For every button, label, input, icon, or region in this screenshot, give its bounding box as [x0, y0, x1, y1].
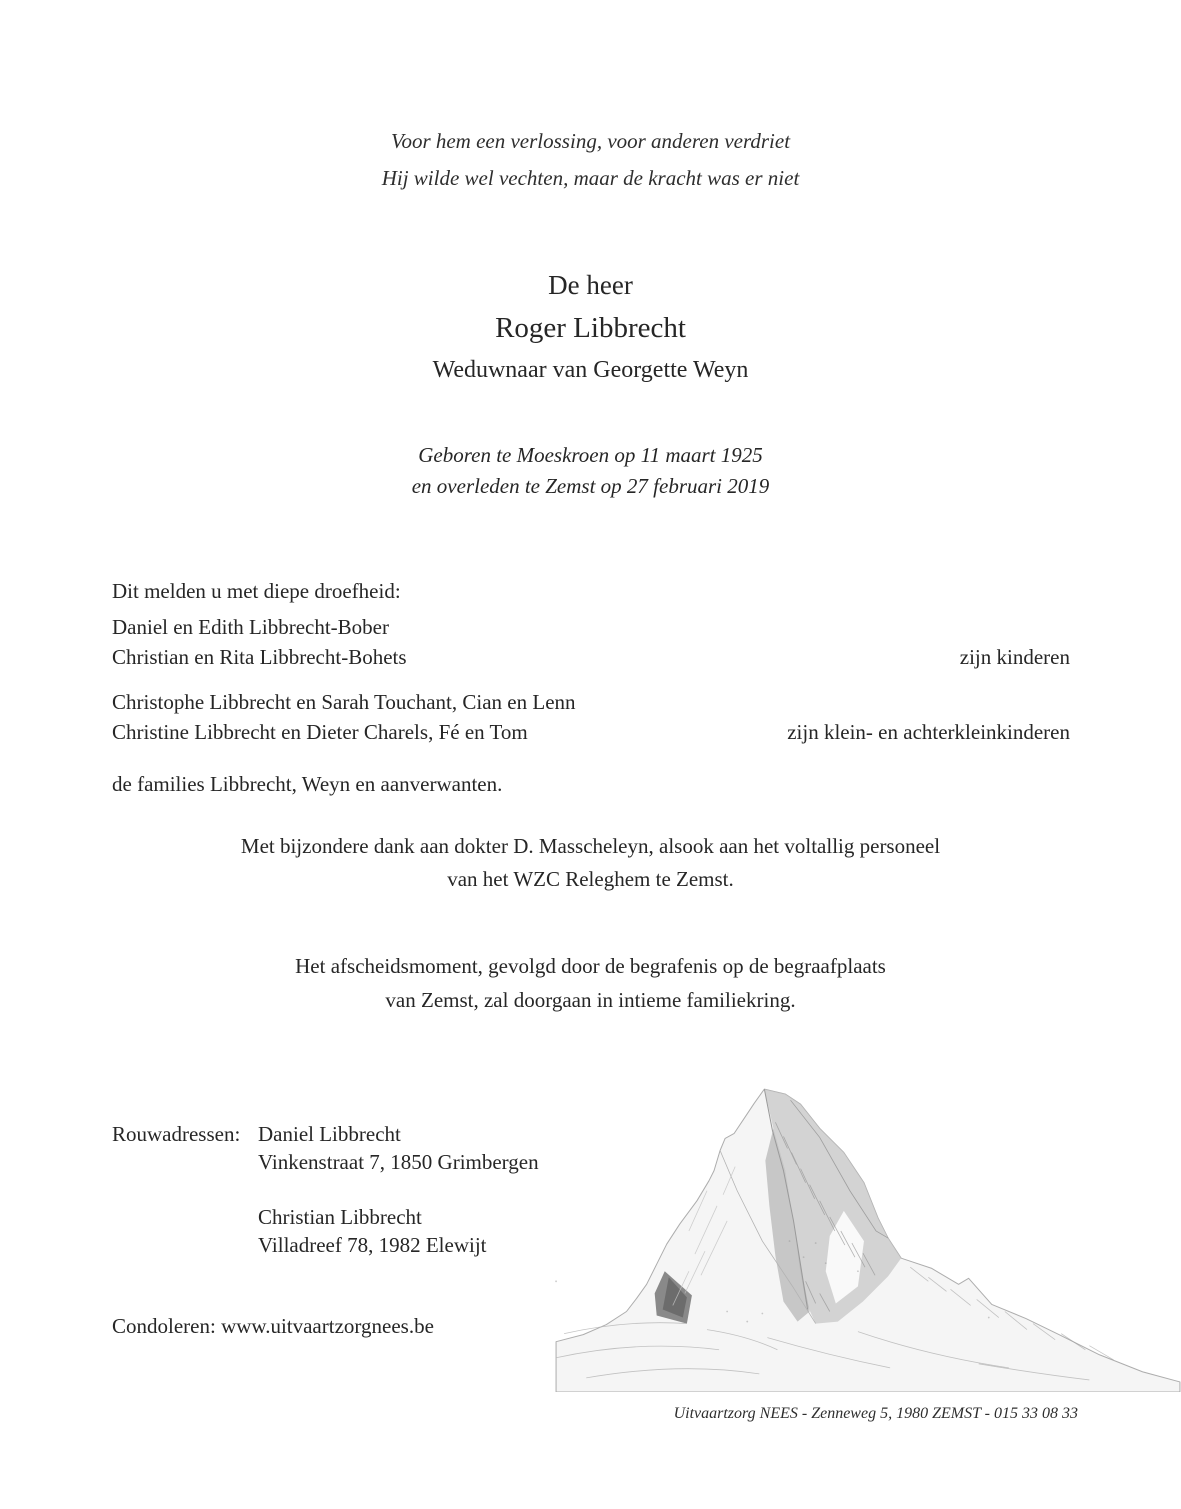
announcement-intro: Dit melden u met diepe droefheid:	[112, 579, 401, 603]
matterhorn-sketch-svg	[555, 1070, 1181, 1392]
death-line: en overleden te Zemst op 27 februari 2019	[411, 474, 770, 498]
family-line: Daniel en Edith Libbrecht-Bober	[112, 615, 389, 639]
thanks-line-1: Met bijzondere dank aan dokter D. Masscheleyn, alsook aan het voltallig personeel	[240, 834, 941, 858]
deceased-salutation: De heer	[548, 270, 633, 300]
ceremony-line-2: van Zemst, zal doorgaan in intieme familiekring.	[385, 988, 796, 1012]
children-group	[112, 612, 1070, 672]
mourning-addresses	[258, 1120, 539, 1259]
epigraph-line-1: Voor hem een verlossing, voor anderen verdriet	[390, 129, 791, 153]
life-dates	[0, 440, 1181, 502]
footer-funeral-home: Uitvaartzorg NEES - Zenneweg 5, 1980 ZEMST - 015 33 08 33	[673, 1405, 1078, 1422]
family-line: Christine Libbrecht en Dieter Charels, Fé en Tom	[112, 720, 528, 744]
deceased-relation: Weduwnaar van Georgette Weyn	[432, 357, 749, 383]
condolences-url: www.uitvaartzorgnees.be	[221, 1314, 434, 1338]
birth-line: Geboren te Moeskroen op 11 maart 1925	[418, 443, 763, 467]
address-name: Daniel Libbrecht	[258, 1122, 401, 1146]
ceremony-line-1: Het afscheidsmoment, gevolgd door de begrafenis op de begraafplaats	[295, 954, 886, 978]
condolences-line	[112, 1312, 434, 1340]
address-name: Christian Libbrecht	[258, 1205, 422, 1229]
thanks-paragraph	[0, 830, 1181, 896]
ceremony-paragraph	[0, 949, 1181, 1017]
address-street: Vinkenstraat 7, 1850 Grimbergen	[258, 1150, 539, 1174]
mourning-addresses-label: Rouwadressen:	[112, 1122, 241, 1146]
condolences-label: Condoleren:	[112, 1314, 216, 1338]
address-street: Villadreef 78, 1982 Elewijt	[258, 1233, 487, 1257]
thanks-line-2: van het WZC Releghem te Zemst.	[447, 867, 734, 891]
family-line: Christophe Libbrecht en Sarah Touchant, Cian en Lenn	[112, 690, 576, 714]
grandchildren-group	[112, 687, 1070, 747]
families-line: de families Libbrecht, Weyn en aanverwanten.	[112, 772, 503, 796]
relation-label-children: zijn kinderen	[959, 645, 1070, 669]
relation-label-grandchildren: zijn klein- en achterkleinkinderen	[787, 720, 1070, 744]
epigraph	[0, 123, 1181, 197]
family-line: Christian en Rita Libbrecht-Bohets	[112, 645, 407, 669]
matterhorn-sketch	[555, 1070, 1181, 1392]
epigraph-line-2: Hij wilde wel vechten, maar de kracht was er niet	[381, 166, 800, 190]
deceased-name: Roger Libbrecht	[495, 312, 686, 344]
